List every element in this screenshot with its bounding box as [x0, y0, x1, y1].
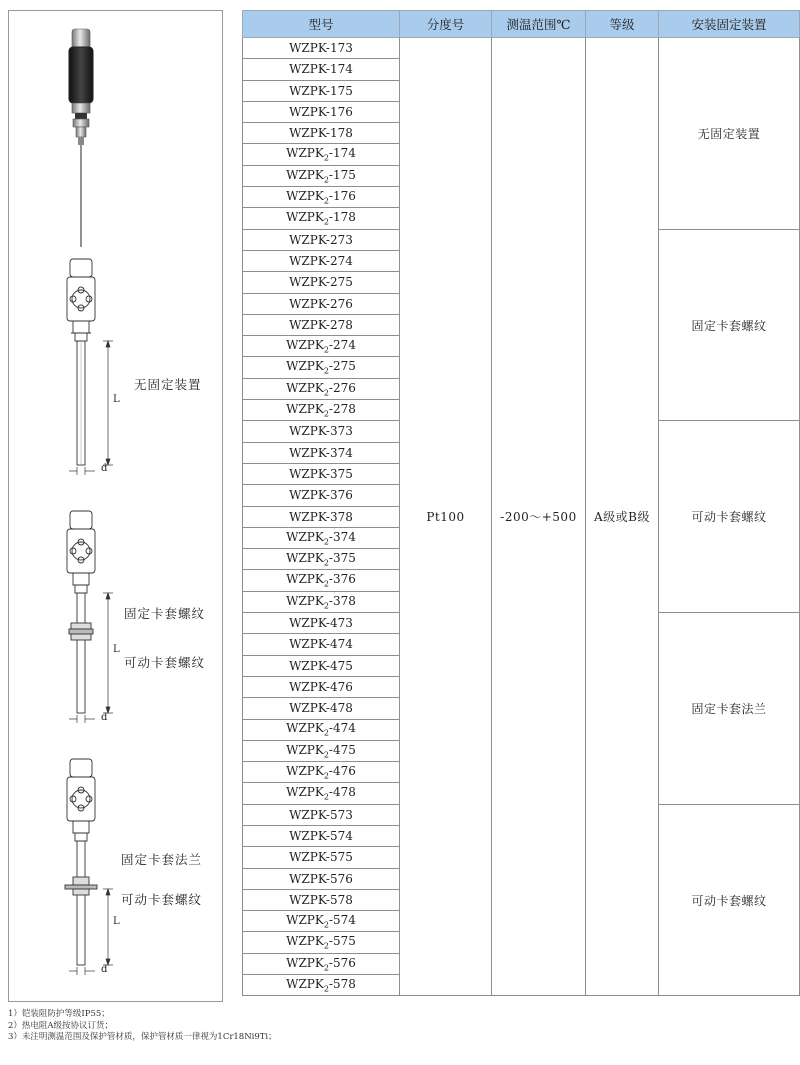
model-cell: WZPK-174 — [243, 59, 400, 80]
grade-cell: A级或B级 — [586, 38, 659, 996]
model-cell: $WZPK_2-374$ — [243, 527, 400, 548]
model-cell: WZPK-175 — [243, 80, 400, 101]
mounting-cell: 可动卡套螺纹 — [659, 421, 800, 613]
model-cell: WZPK-474 — [243, 634, 400, 655]
footnotes — [8, 1009, 277, 1044]
header-temp-range: 测温范围℃ — [492, 11, 586, 38]
sensor-drawing-ferrule-thread — [67, 511, 95, 713]
model-cell: WZPK-373 — [243, 421, 400, 442]
model-cell: WZPK-176 — [243, 101, 400, 122]
spec-table — [242, 10, 800, 996]
mounting-cell: 可动卡套螺纹 — [659, 804, 800, 996]
model-cell: $WZPK_2-174$ — [243, 144, 400, 165]
header-mounting: 安装固定装置 — [659, 11, 800, 38]
footnote: 2）热电阻A级按协议订货； — [8, 1020, 114, 1031]
mounting-cell: 固定卡套法兰 — [659, 613, 800, 805]
model-cell: WZPK-578 — [243, 889, 400, 910]
model-cell: $WZPK_2-274$ — [243, 336, 400, 357]
footnote: 3）未注明测温范围及保护管材质，保护管材质一律视为1Cr18Ni9Ti； — [8, 1032, 277, 1042]
dim-length-label: L — [113, 916, 120, 927]
model-cell: WZPK-376 — [243, 485, 400, 506]
model-cell: WZPK-273 — [243, 229, 400, 250]
graduation-cell: Pt100 — [400, 38, 492, 996]
model-cell: $WZPK_2-475$ — [243, 740, 400, 761]
model-cell: WZPK-276 — [243, 293, 400, 314]
model-cell: $WZPK_2-574$ — [243, 911, 400, 932]
model-cell: $WZPK_2-474$ — [243, 719, 400, 740]
model-cell: WZPK-575 — [243, 847, 400, 868]
dimension-lines-3 — [69, 889, 113, 975]
sensor-photo-no-fixture — [69, 29, 93, 247]
model-cell: $WZPK_2-175$ — [243, 165, 400, 186]
model-cell: WZPK-478 — [243, 698, 400, 719]
model-cell: WZPK-378 — [243, 506, 400, 527]
mounting-cell: 固定卡套螺纹 — [659, 229, 800, 421]
temp-range-cell: -200～+500 — [492, 38, 586, 996]
model-cell: WZPK-374 — [243, 442, 400, 463]
model-cell: WZPK-274 — [243, 250, 400, 271]
model-cell: $WZPK_2-478$ — [243, 783, 400, 804]
model-cell: WZPK-573 — [243, 804, 400, 825]
model-cell: $WZPK_2-376$ — [243, 570, 400, 591]
dim-diameter-label: d — [101, 463, 108, 474]
sensor-drawing-no-fixture — [67, 259, 95, 465]
dim-length-label: L — [113, 394, 120, 405]
model-cell: WZPK-275 — [243, 272, 400, 293]
dimension-lines-2 — [69, 593, 113, 723]
mounting-cell: 无固定装置 — [659, 38, 800, 230]
model-cell: $WZPK_2-176$ — [243, 187, 400, 208]
model-cell: WZPK-576 — [243, 868, 400, 889]
dim-diameter-label: d — [101, 964, 108, 975]
model-cell: WZPK-375 — [243, 463, 400, 484]
model-cell: $WZPK_2-275$ — [243, 357, 400, 378]
header-graduation: 分度号 — [400, 11, 492, 38]
model-cell: WZPK-473 — [243, 613, 400, 634]
diagram-label-fixed-ferrule-thread: 固定卡套螺纹 — [124, 606, 206, 621]
diagram-label-movable-ferrule-thread: 可动卡套螺纹 — [124, 655, 206, 670]
model-cell: $WZPK_2-576$ — [243, 953, 400, 974]
model-cell: $WZPK_2-378$ — [243, 591, 400, 612]
model-cell: $WZPK_2-575$ — [243, 932, 400, 953]
model-cell: $WZPK_2-278$ — [243, 400, 400, 421]
diagram-label-no-fixture: 无固定装置 — [134, 377, 202, 392]
model-cell: WZPK-173 — [243, 38, 400, 59]
dimension-lines-1 — [69, 341, 113, 475]
model-cell: $WZPK_2-276$ — [243, 378, 400, 399]
diagram-label-fixed-ferrule-flange: 固定卡套法兰 — [121, 852, 203, 867]
model-cell: $WZPK_2-476$ — [243, 762, 400, 783]
sensor-drawing-ferrule-flange — [65, 759, 97, 965]
dim-diameter-label: d — [101, 712, 108, 723]
model-cell: $WZPK_2-375$ — [243, 549, 400, 570]
illustration-panel — [8, 10, 223, 1002]
model-cell: WZPK-574 — [243, 825, 400, 846]
diagram-label-movable-ferrule-thread: 可动卡套螺纹 — [121, 892, 203, 907]
model-cell: WZPK-476 — [243, 676, 400, 697]
table-header-row — [243, 11, 800, 38]
footnote: 1）铠装阻防护等级IP55； — [8, 1009, 110, 1019]
model-cell: WZPK-178 — [243, 123, 400, 144]
dim-length-label: L — [113, 644, 120, 655]
model-cell: $WZPK_2-578$ — [243, 975, 400, 996]
header-grade: 等级 — [586, 11, 659, 38]
model-cell: WZPK-278 — [243, 314, 400, 335]
header-model: 型号 — [243, 11, 400, 38]
table-row — [243, 38, 800, 59]
model-cell: WZPK-475 — [243, 655, 400, 676]
model-cell: $WZPK_2-178$ — [243, 208, 400, 229]
